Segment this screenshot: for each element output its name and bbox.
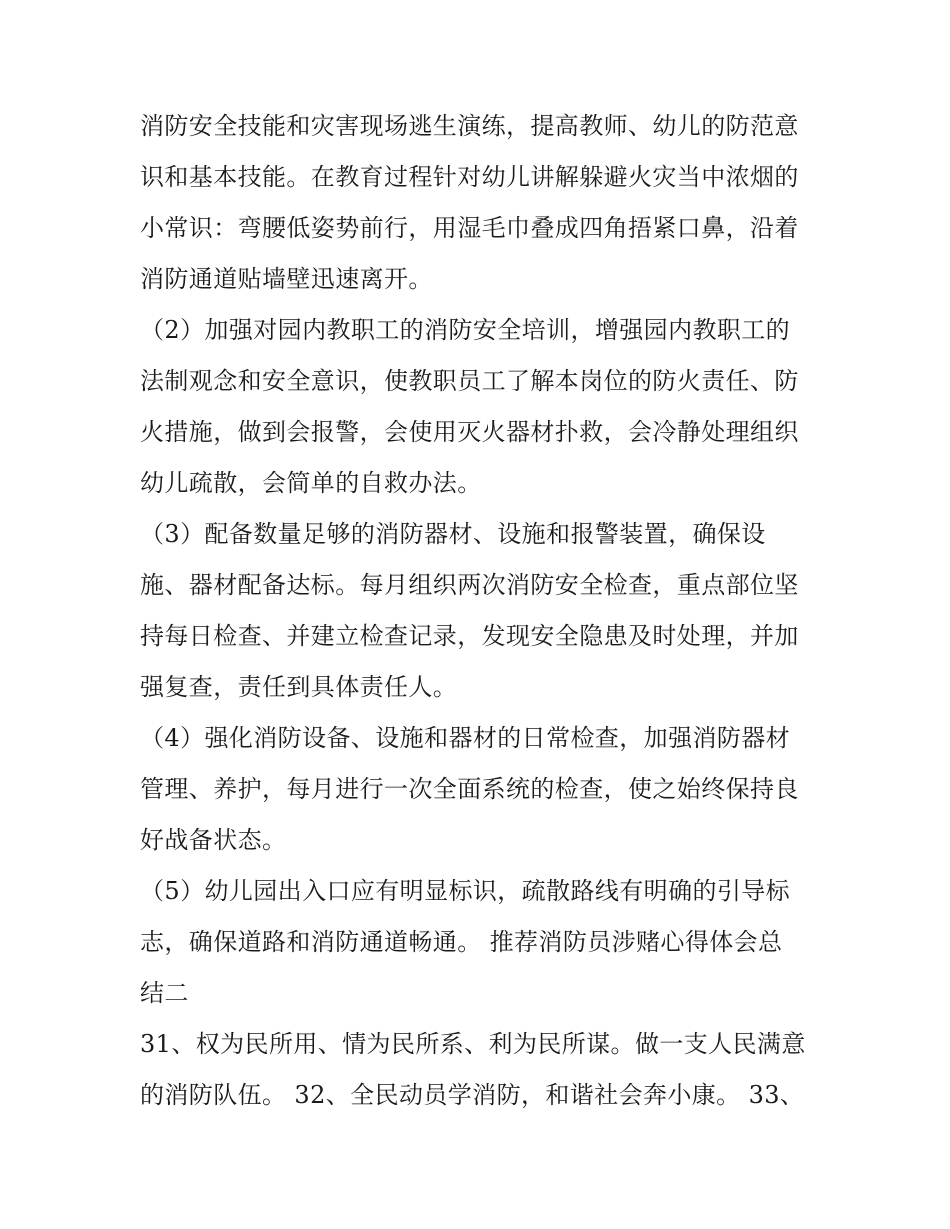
text-line: 结二: [140, 979, 189, 1007]
text-line: （4）强化消防设备、设施和器材的日常检查，加强消防器材: [140, 724, 791, 752]
text-line: 识和基本技能。在教育过程针对幼儿讲解躲避火灾当中浓烟的: [140, 163, 799, 191]
text-line: 法制观念和安全意识，使教职员工了解本岗位的防火责任、防: [140, 367, 799, 395]
text-line: 施、器材配备达标。每月组织两次消防安全检查，重点部位坚: [140, 571, 799, 599]
text-line: 志，确保道路和消防通道畅通。 推荐消防员涉赌心得体会总: [140, 928, 783, 956]
text-line: 强复查，责任到具体责任人。: [140, 673, 458, 701]
text-line: 消防安全技能和灾害现场逃生演练，提高教师、幼儿的防范意: [140, 112, 799, 140]
text-line: 31、权为民所用、情为民所系、利为民所谋。做一支人民满意: [140, 1030, 806, 1058]
text-line: 管理、养护，每月进行一次全面系统的检查，使之始终保持良: [140, 775, 799, 803]
text-line: （5）幼儿园出入口应有明显标识，疏散路线有明确的引导标: [140, 877, 791, 905]
text-line: 幼儿疏散，会简单的自救办法。: [140, 469, 482, 497]
text-line: （3）配备数量足够的消防器材、设施和报警装置，确保设: [140, 520, 766, 548]
text-line: 小常识：弯腰低姿势前行，用湿毛巾叠成四角捂紧口鼻，沿着: [140, 214, 799, 242]
text-line: 持每日检查、并建立检查记录，发现安全隐患及时处理，并加: [140, 622, 799, 650]
text-line: （2）加强对园内教职工的消防安全培训，增强园内教职工的: [140, 316, 791, 344]
text-line: 的消防队伍。 32、全民动员学消防，和谐社会奔小康。 33、: [140, 1081, 805, 1109]
text-line: 消防通道贴墙壁迅速离开。: [140, 265, 433, 293]
text-line: 好战备状态。: [140, 826, 287, 854]
text-line: 火措施，做到会报警，会使用灭火器材扑救，会冷静处理组织: [140, 418, 799, 446]
